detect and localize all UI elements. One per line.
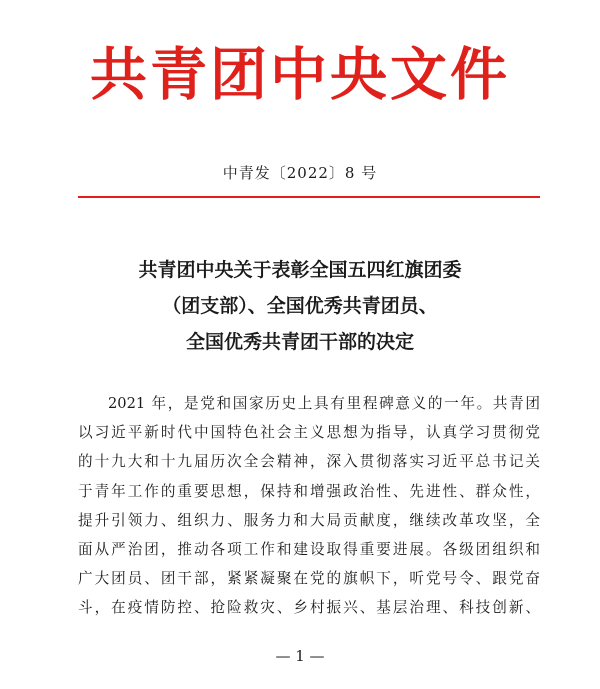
document-title	[0, 252, 600, 360]
body-line: 以习近平新时代中国特色社会主义思想为指导，认真学习贯彻党	[78, 424, 540, 442]
body-line: 面从严治团，推动各项工作和建设取得重要进展。各级团组织和	[78, 541, 540, 559]
body-line: 2021 年，是党和国家历史上具有里程碑意义的一年。共青团	[108, 395, 540, 412]
body-line: 于青年工作的重要思想，保持和增强政治性、先进性、群众性，	[78, 482, 540, 500]
title-line: 共青团中央关于表彰全国五四红旗团委	[138, 259, 462, 281]
title-line: （团支部）、全国优秀共青团员、	[162, 295, 438, 317]
body-line: 提升引领力、组织力、服务力和大局贡献度，继续改革攻坚，全	[78, 511, 540, 529]
masthead-title: 共青团中央文件	[90, 41, 510, 108]
body-text	[78, 389, 540, 623]
title-line: 全国优秀共青团干部的决定	[185, 331, 414, 353]
body-line: 的十九大和十九届历次全会精神，深入贯彻落实习近平总书记关	[78, 453, 540, 471]
body-line: 广大团员、团干部，紧紧凝聚在党的旗帜下，听党号令、跟党奋	[78, 570, 540, 588]
page-number: — 1 —	[275, 647, 325, 665]
red-divider-line	[78, 196, 540, 198]
body-line: 斗，在疫情防控、抢险救灾、乡村振兴、基层治理、科技创新、	[78, 599, 540, 617]
document-number: 中青发〔2022〕8 号	[222, 164, 378, 182]
